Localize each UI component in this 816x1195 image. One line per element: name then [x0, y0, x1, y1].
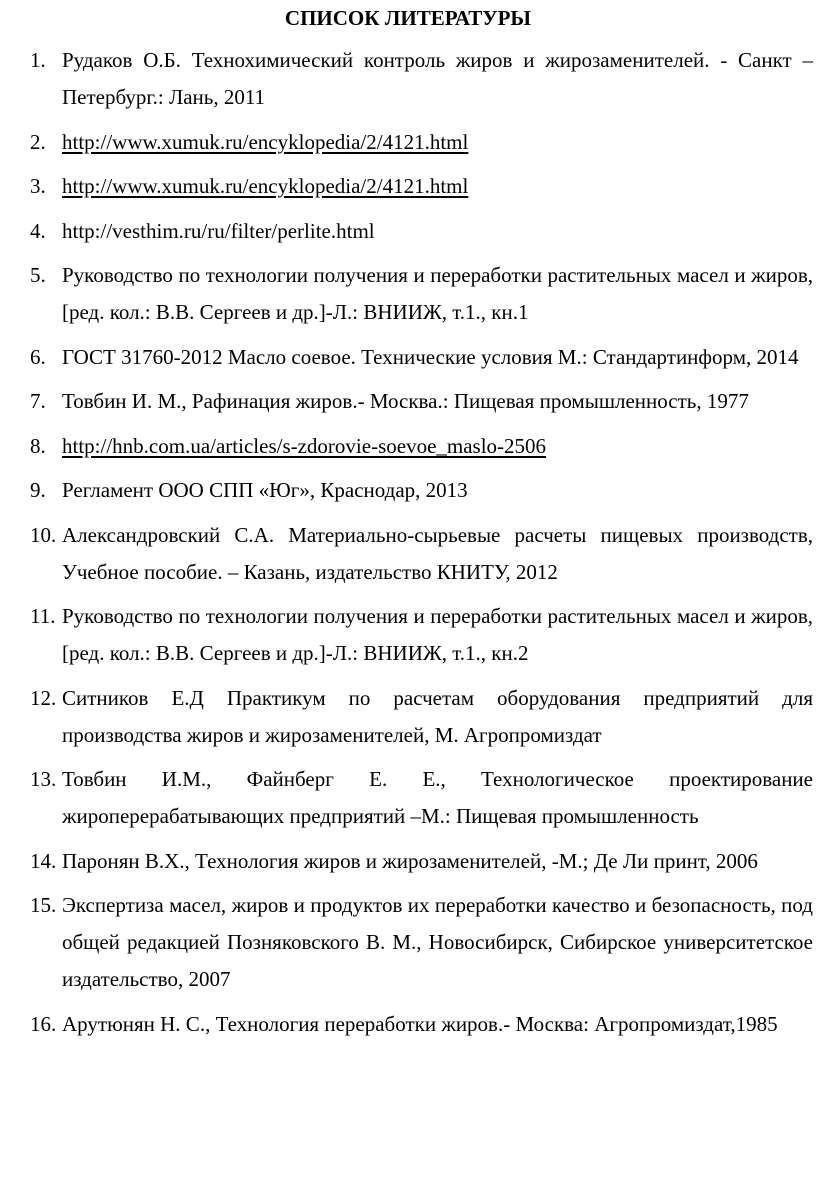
reference-text: Руководство по технологии получения и переработки растительных масел и жиров, [ред. кол.: В.В. Сергеев и др.]-Л.: ВНИИЖ, т.1., кн.1 [62, 263, 813, 324]
reference-number: 12. [30, 685, 57, 710]
reference-number: 9. [30, 478, 46, 502]
reference-text: Товбин И.М., Файнберг Е. Е., Технологическое проектирование жироперерабатывающих предприятий –М.: Пищевая промышленность [62, 767, 813, 828]
reference-link[interactable]: http://www.xumuk.ru/encyklopedia/2/4121.html [62, 174, 469, 198]
reference-number: 2. [30, 129, 46, 154]
reference-item [0, 598, 816, 672]
reference-text: Рудаков О.Б. Технохимический контроль жиров и жирозаменителей. - Санкт –Петербург.: Лань, 2011 [62, 48, 813, 109]
reference-text: Ситников Е.Д Практикум по расчетам оборудования предприятий для производства жиров и жирозаменителей, М. Агропромиздат [62, 685, 813, 747]
reference-item [0, 213, 816, 250]
reference-item [0, 1006, 816, 1043]
reference-item [0, 257, 816, 331]
reference-number: 4. [30, 218, 46, 243]
reference-item [0, 887, 816, 998]
reference-number: 13. [30, 767, 57, 791]
reference-number: 15. [30, 893, 57, 917]
reference-text: Товбин И. М., Рафинация жиров.- Москва.: Пищевая промышленность, 1977 [62, 389, 749, 413]
reference-number: 16. [30, 1011, 57, 1036]
reference-link[interactable]: http://www.xumuk.ru/encyklopedia/2/4121.html [62, 129, 469, 154]
reference-text: Регламент ООО СПП «Юг», Краснодар, 2013 [62, 478, 468, 502]
reference-text: Александровский С.А. Материально-сырьевые расчеты пищевых производств, Учебное пособие. – Казань, издательство КНИТУ, 2012 [62, 522, 813, 584]
reference-text: ГОСТ 31760-2012 Масло соевое. Технические условия М.: Стандартинформ, 2014 [62, 344, 799, 369]
reference-text: Руководство по технологии получения и переработки растительных масел и жиров, [ред. кол.: В.В. Сергеев и др.]-Л.: ВНИИЖ, т.1., кн.2 [62, 604, 813, 665]
reference-number: 11. [30, 604, 56, 628]
reference-item [0, 168, 816, 205]
reference-item [0, 42, 816, 116]
reference-number: 10. [30, 522, 57, 547]
reference-text: Экспертиза масел, жиров и продуктов их переработки качество и безопасность, под общей редакцией Позняковского В. М., Новосибирск, Сибирское университетское издательство, 2007 [62, 893, 813, 991]
reference-number: 14. [30, 848, 57, 873]
reference-item [0, 761, 816, 835]
reference-item [0, 339, 816, 376]
reference-item [0, 680, 816, 754]
reference-item [0, 472, 816, 509]
reference-number: 6. [30, 344, 46, 369]
reference-text: http://vesthim.ru/ru/filter/perlite.html [62, 218, 375, 243]
page-title: СПИСОК ЛИТЕРАТУРЫ [284, 6, 532, 30]
reference-item [0, 124, 816, 161]
reference-link[interactable]: http://hnb.com.ua/articles/s-zdorovie-soevoe_maslo-2506 [62, 433, 547, 458]
reference-list [0, 42, 816, 1050]
reference-text: Арутюнян Н. С., Технология переработки жиров.- Москва: Агропромиздат,1985 [62, 1011, 778, 1036]
reference-text: Паронян В.Х., Технология жиров и жирозаменителей, -М.; Де Ли принт, 2006 [62, 848, 758, 873]
reference-item [0, 517, 816, 591]
reference-item [0, 428, 816, 465]
reference-number: 1. [30, 48, 46, 72]
reference-number: 5. [30, 263, 46, 287]
reference-item [0, 843, 816, 880]
reference-number: 7. [30, 389, 46, 413]
reference-number: 8. [30, 433, 46, 458]
reference-number: 3. [30, 174, 46, 198]
reference-item [0, 383, 816, 420]
